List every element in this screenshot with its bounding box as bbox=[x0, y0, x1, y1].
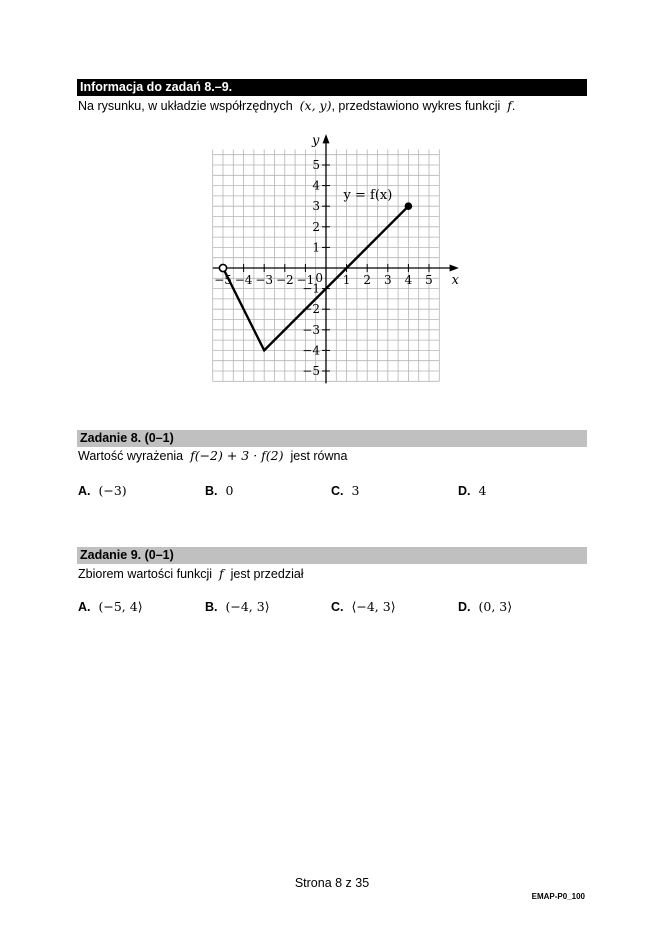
task8-question-end: jest równa bbox=[290, 449, 348, 463]
function-symbol: f bbox=[219, 566, 224, 581]
x-tick-label: −4 bbox=[234, 273, 253, 287]
option-value: (−5, 4⟩ bbox=[98, 599, 143, 614]
task8-expression: f(−2) + 3 · f(2) bbox=[190, 448, 284, 463]
info-text bbox=[78, 98, 515, 114]
y-axis-label: y bbox=[312, 133, 320, 149]
option-letter: B. bbox=[205, 484, 218, 498]
task8-option-d[interactable] bbox=[458, 483, 486, 499]
option-letter: A. bbox=[78, 600, 91, 614]
task8-option-c[interactable] bbox=[331, 483, 359, 499]
option-value: 0 bbox=[225, 483, 234, 498]
x-tick-label: 1 bbox=[342, 273, 351, 287]
task9-option-b[interactable] bbox=[205, 599, 270, 615]
x-axis-arrow bbox=[450, 265, 459, 272]
option-value: 4 bbox=[478, 483, 487, 498]
option-value: 3 bbox=[351, 483, 360, 498]
y-tick-label: −3 bbox=[302, 322, 320, 337]
option-letter: C. bbox=[331, 600, 344, 614]
task8-header: Zadanie 8. (0–1) bbox=[77, 430, 587, 447]
x-tick-label: 5 bbox=[425, 273, 433, 287]
function-graph bbox=[195, 128, 465, 388]
y-tick-label: −5 bbox=[302, 364, 320, 378]
task9-option-d[interactable] bbox=[458, 599, 512, 615]
y-tick-label: −1 bbox=[302, 281, 320, 296]
option-letter: D. bbox=[458, 484, 471, 498]
info-header: Informacja do zadań 8.–9. bbox=[77, 79, 587, 96]
task9-header: Zadanie 9. (0–1) bbox=[77, 547, 587, 564]
task8-option-b[interactable] bbox=[205, 483, 233, 499]
task8-option-a[interactable] bbox=[78, 483, 127, 499]
info-text-start: Na rysunku, w układzie współrzędnych bbox=[78, 99, 293, 113]
task9-option-c[interactable] bbox=[331, 599, 396, 615]
info-text-middle: , przedstawiono wykres funkcji bbox=[331, 99, 501, 113]
x-tick-label: 3 bbox=[383, 273, 392, 287]
y-tick-label: 4 bbox=[312, 178, 320, 193]
option-letter: A. bbox=[78, 484, 91, 498]
x-tick-label: −1 bbox=[296, 273, 315, 287]
x-tick-label: −3 bbox=[255, 273, 274, 287]
origin-label: 0 bbox=[315, 271, 323, 285]
y-tick-label: −4 bbox=[302, 343, 320, 358]
option-value: ⟨−4, 3⟩ bbox=[351, 599, 396, 614]
task9-question-start: Zbiorem wartości funkcji bbox=[78, 567, 213, 581]
info-text-end: . bbox=[511, 99, 516, 113]
closed-endpoint bbox=[405, 202, 413, 210]
task9-question bbox=[78, 566, 304, 582]
coords-expression: (x, y) bbox=[299, 98, 332, 113]
task8-question-start: Wartość wyrażenia bbox=[78, 449, 184, 463]
option-letter: D. bbox=[458, 600, 471, 614]
function-label: y = f(x) bbox=[343, 187, 393, 203]
y-tick-label: 2 bbox=[312, 219, 320, 234]
task9-question-end: jest przedział bbox=[230, 567, 304, 581]
x-tick-label: 4 bbox=[404, 273, 413, 287]
option-value: (−3) bbox=[98, 483, 127, 498]
y-tick-label: 3 bbox=[312, 199, 320, 214]
option-letter: B. bbox=[205, 600, 218, 614]
y-tick-label: 5 bbox=[312, 158, 320, 172]
exam-code: EMAP-P0_100 bbox=[531, 892, 585, 901]
x-tick-label: −5 bbox=[214, 273, 232, 287]
x-tick-label: −2 bbox=[275, 273, 294, 287]
option-value: (−4, 3⟩ bbox=[225, 599, 270, 614]
x-axis-label: x bbox=[451, 273, 460, 288]
y-tick-label: 1 bbox=[312, 240, 320, 255]
y-tick-label: −2 bbox=[302, 302, 320, 317]
page-number: Strona 8 z 35 bbox=[294, 876, 370, 890]
y-axis-arrow bbox=[323, 134, 330, 143]
task9-option-a[interactable] bbox=[78, 599, 143, 615]
option-letter: C. bbox=[331, 484, 344, 498]
option-value: (0, 3⟩ bbox=[478, 599, 513, 614]
task8-question bbox=[78, 448, 347, 464]
function-symbol: f bbox=[507, 98, 512, 113]
x-tick-label: 2 bbox=[363, 273, 372, 287]
open-endpoint bbox=[219, 264, 226, 271]
